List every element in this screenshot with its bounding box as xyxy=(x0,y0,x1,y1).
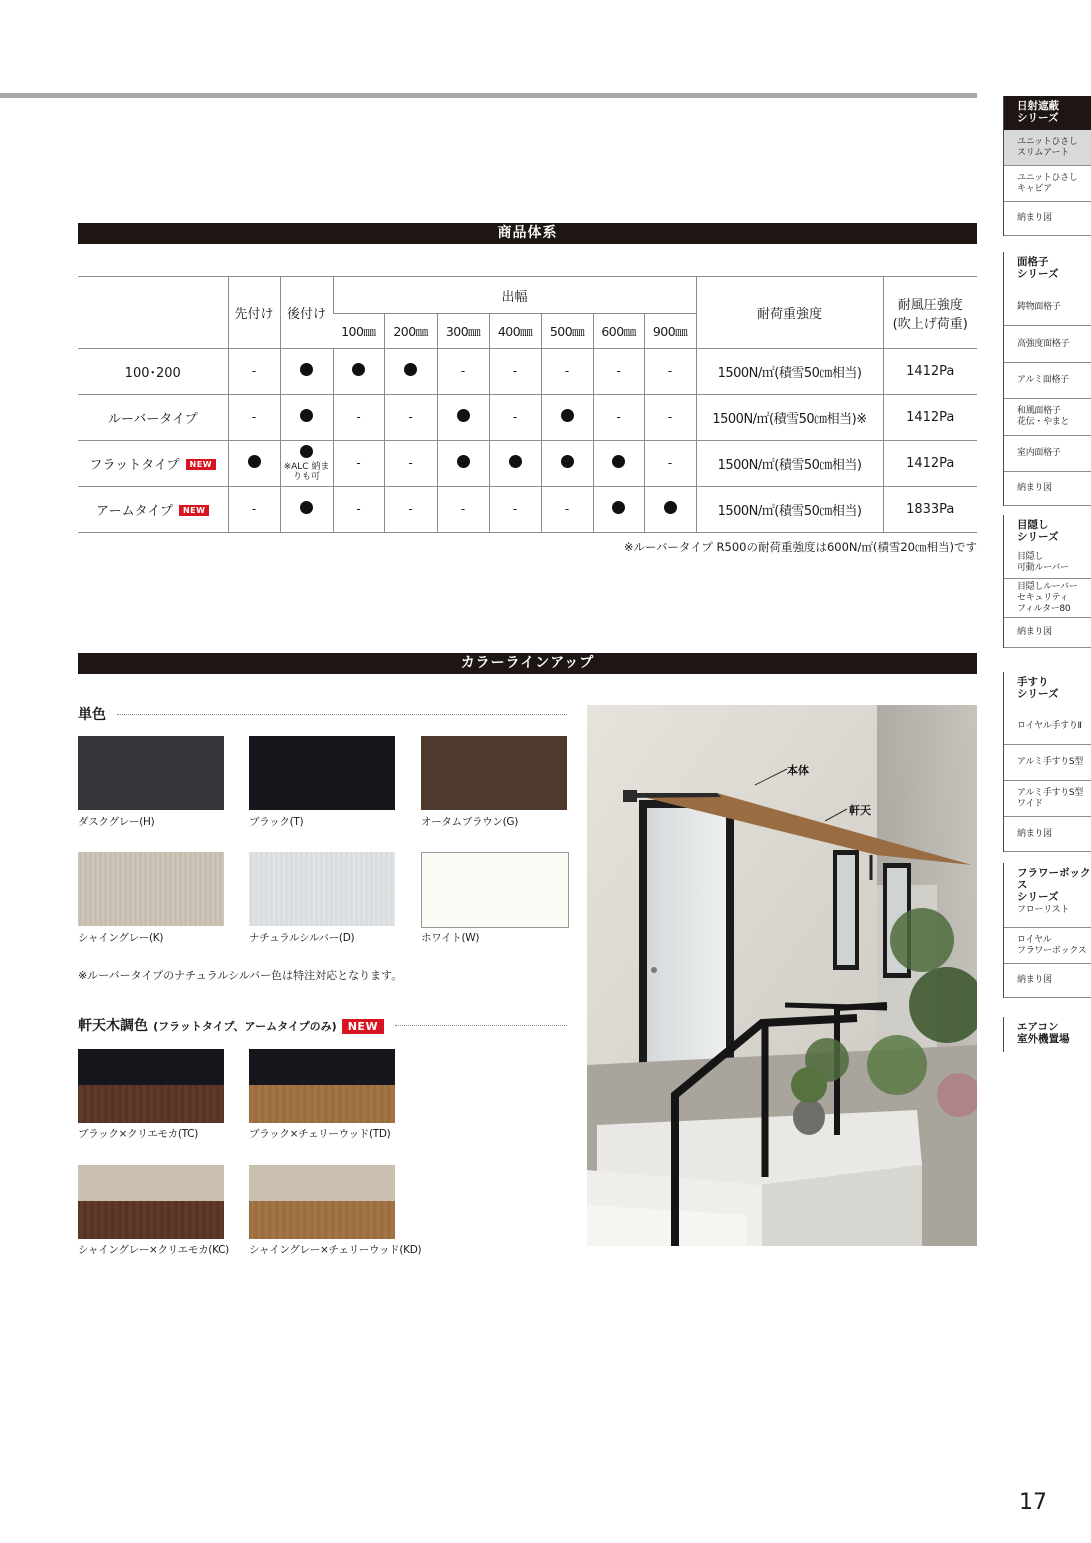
table-row xyxy=(78,395,977,441)
nav-item[interactable] xyxy=(1004,817,1091,852)
header-wind xyxy=(883,277,977,349)
size-cell xyxy=(384,349,437,395)
row-name xyxy=(78,349,228,395)
wind-cell: 1833Pa xyxy=(883,487,977,533)
nav-group-title[interactable] xyxy=(1004,252,1091,289)
nav-item-text xyxy=(1017,339,1069,350)
solid-color-heading: 単色 xyxy=(78,707,106,723)
header-wind-line2: (吹上げ荷重) xyxy=(892,316,968,332)
nav-item-line: セキュリティ xyxy=(1017,592,1069,603)
nav-title-line: 日射遮蔽 xyxy=(1017,100,1059,112)
size-cell xyxy=(593,395,644,441)
size-dot xyxy=(561,455,574,468)
nav-item-text xyxy=(1017,582,1077,615)
nav-item-line: ロイヤル xyxy=(1017,934,1052,945)
top-rule xyxy=(0,93,977,98)
wood-color-heading-row xyxy=(78,1015,384,1035)
row-name xyxy=(78,441,228,487)
table-footnote: ※ルーバータイプ R500の耐荷重強度は600N/㎡(積雪20㎝相当)です xyxy=(623,540,977,554)
nav-item-line: スリムアート xyxy=(1017,147,1069,158)
size-dash: - xyxy=(512,364,518,378)
size-dot xyxy=(561,409,574,422)
size-cell xyxy=(644,487,696,533)
swatch-label: ナチュラルシルバー(D) xyxy=(249,932,355,944)
size-cell xyxy=(333,487,384,533)
swatch-label: ブラック(T) xyxy=(249,816,304,828)
size-cell xyxy=(384,395,437,441)
nav-item-line: ユニットひさし xyxy=(1017,136,1078,147)
wood-color-heading: 軒天木調色 xyxy=(78,1018,148,1034)
size-cell xyxy=(437,441,489,487)
nav-item-text xyxy=(1017,552,1069,574)
nav-item-text xyxy=(1017,137,1078,159)
row-name-text: フラットタイプ xyxy=(89,458,180,473)
wood-color-sub: (フラットタイプ、アームタイプのみ) xyxy=(153,1020,337,1033)
nav-item-text xyxy=(1017,173,1078,195)
nav-item[interactable] xyxy=(1004,781,1091,817)
size-cell xyxy=(384,487,437,533)
nav-item[interactable] xyxy=(1004,436,1091,472)
size-dash: - xyxy=(356,410,361,424)
row-name-text: ルーバータイプ xyxy=(107,412,198,427)
header-wind-line1: 耐風圧強度 xyxy=(897,297,963,313)
size-cell xyxy=(333,349,384,395)
size-dash: - xyxy=(408,502,413,516)
nav-item-text xyxy=(1017,406,1069,428)
post-install-cell xyxy=(280,487,333,533)
swatch-label: シャイングレー×クリエモカ(KC) xyxy=(78,1244,229,1256)
nav-item-line: アルミ手すりS型 xyxy=(1017,757,1083,767)
post-install-cell xyxy=(280,395,333,441)
size-cell xyxy=(437,487,489,533)
wood-swatch-bottom xyxy=(78,1085,224,1123)
swatch-label: ブラック×チェリーウッド(TD) xyxy=(249,1128,391,1140)
pre-install-dash: - xyxy=(251,502,257,516)
wind-cell: 1412Pa xyxy=(883,395,977,441)
swatch-label: シャイングレー×チェリーウッド(KD) xyxy=(249,1244,422,1256)
nav-item-line: 目隠し xyxy=(1017,552,1044,562)
wood-swatch xyxy=(249,1049,395,1123)
swatch-label: ダスクグレー(H) xyxy=(78,816,155,828)
size-dash: - xyxy=(512,502,518,516)
nav-item-text xyxy=(1017,302,1061,313)
size-dash: - xyxy=(408,456,413,470)
size-cell xyxy=(489,395,541,441)
pre-install-dash: - xyxy=(251,410,257,424)
size-dash: - xyxy=(408,410,413,424)
nav-item[interactable] xyxy=(1004,289,1091,326)
pre-install-cell xyxy=(228,349,280,395)
nav-group-title[interactable] xyxy=(1004,672,1091,708)
silver-note: ※ルーバータイプのナチュラルシルバー色は特注対応となります。 xyxy=(78,969,403,982)
size-cell xyxy=(593,349,644,395)
post-install-dot xyxy=(300,409,313,422)
post-install-dot xyxy=(300,363,313,376)
size-dash: - xyxy=(667,410,673,424)
wind-cell: 1412Pa xyxy=(883,349,977,395)
wind-cell: 1412Pa xyxy=(883,441,977,487)
nav-title-line: シリーズ xyxy=(1017,891,1059,903)
header-size: 200㎜ xyxy=(384,314,437,349)
wood-swatch-top xyxy=(249,1165,395,1201)
nav-item-line: 可動ルーバー xyxy=(1017,563,1069,573)
dotted-divider xyxy=(117,714,567,715)
size-dash: - xyxy=(667,364,673,378)
nav-item[interactable] xyxy=(1004,130,1091,166)
new-badge: NEW xyxy=(186,459,216,470)
nav-item-text xyxy=(1017,829,1052,840)
size-dot xyxy=(612,455,625,468)
size-cell xyxy=(333,441,384,487)
nav-title-line: 目隠し xyxy=(1017,519,1049,531)
size-cell xyxy=(644,395,696,441)
size-dash: - xyxy=(616,410,621,424)
load-cell: 1500N/㎡(積雪50㎝相当) xyxy=(696,441,883,487)
nav-item-line: 納まり図 xyxy=(1017,828,1052,839)
nav-item-line: ワイド xyxy=(1017,798,1043,809)
nav-item-line: 和風面格子 xyxy=(1017,406,1061,416)
nav-item[interactable] xyxy=(1004,166,1091,202)
color-swatch xyxy=(249,852,395,926)
label-body: 本体 xyxy=(787,764,809,777)
nav-item[interactable] xyxy=(1004,363,1091,399)
header-load: 耐荷重強度 xyxy=(696,277,883,349)
pre-install-cell xyxy=(228,441,280,487)
dotted-divider xyxy=(395,1025,567,1026)
size-dash: - xyxy=(564,502,570,516)
size-cell xyxy=(644,441,696,487)
nav-title-line: フラワーボックス xyxy=(1017,867,1091,891)
wood-swatch-top xyxy=(78,1049,224,1085)
size-dot xyxy=(352,363,365,376)
color-swatch xyxy=(421,852,569,928)
pre-install-cell xyxy=(228,487,280,533)
nav-item-text xyxy=(1017,935,1087,957)
product-spec-table xyxy=(78,276,977,533)
wood-swatch-bottom xyxy=(249,1085,395,1123)
size-dash: - xyxy=(460,502,466,516)
nav-item-text xyxy=(1017,757,1083,768)
nav-item[interactable] xyxy=(1004,326,1091,363)
post-install-cell xyxy=(280,441,333,487)
load-cell: 1500N/㎡(積雪50㎝相当) xyxy=(696,487,883,533)
nav-group xyxy=(1003,1017,1091,1052)
header-size: 600㎜ xyxy=(593,314,644,349)
nav-group xyxy=(1003,252,1091,506)
nav-group-title[interactable] xyxy=(1004,515,1091,548)
nav-item[interactable] xyxy=(1004,708,1091,745)
new-badge: NEW xyxy=(179,505,209,516)
size-cell xyxy=(437,349,489,395)
nav-item[interactable] xyxy=(1004,745,1091,781)
header-pre-install: 先付け xyxy=(228,277,280,349)
nav-item-line: 鋳物面格子 xyxy=(1017,301,1061,312)
size-dot xyxy=(457,409,470,422)
swatch-label: オータムブラウン(G) xyxy=(421,816,519,828)
nav-item-text xyxy=(1017,721,1082,732)
row-name-text: アームタイプ xyxy=(96,504,173,519)
table-row xyxy=(78,441,977,487)
size-cell xyxy=(384,441,437,487)
wood-swatch xyxy=(249,1165,395,1239)
size-cell xyxy=(489,487,541,533)
color-swatch xyxy=(249,736,395,810)
pre-install-dot xyxy=(248,455,261,468)
wood-swatch xyxy=(78,1049,224,1123)
swatch-label: ブラック×クリエモカ(TC) xyxy=(78,1128,199,1140)
size-dash: - xyxy=(616,364,621,378)
nav-item-line: 花伝・やまと xyxy=(1017,417,1070,427)
nav-item-line: 室内面格子 xyxy=(1017,448,1061,458)
nav-item-line: フラワーボックス xyxy=(1017,945,1087,956)
size-cell xyxy=(541,487,593,533)
row-name xyxy=(78,487,228,533)
wood-swatch-top xyxy=(249,1049,395,1085)
nav-group xyxy=(1003,515,1091,648)
nav-group xyxy=(1003,672,1091,852)
nav-item-line: フローリスト xyxy=(1017,905,1070,915)
nav-item-line: 納まり図 xyxy=(1017,483,1052,493)
size-cell xyxy=(489,349,541,395)
nav-group xyxy=(1003,863,1091,998)
size-dot xyxy=(457,455,470,468)
header-size: 100㎜ xyxy=(333,314,384,349)
nav-group-title[interactable] xyxy=(1004,1017,1091,1052)
size-dash: - xyxy=(356,502,361,516)
color-swatch xyxy=(78,852,224,926)
nav-title-line: シリーズ xyxy=(1017,112,1059,124)
nav-item-line: キャピア xyxy=(1017,183,1052,194)
size-cell xyxy=(644,349,696,395)
size-dash: - xyxy=(667,456,673,470)
post-install-dot xyxy=(300,445,313,458)
header-size: 500㎜ xyxy=(541,314,593,349)
nav-item-text xyxy=(1017,448,1061,459)
nav-item-text xyxy=(1017,788,1083,810)
size-dot xyxy=(509,455,522,468)
nav-item-line: 納まり図 xyxy=(1017,975,1052,985)
page-number: 17 xyxy=(1019,1490,1047,1515)
nav-title-line: シリーズ xyxy=(1017,688,1059,700)
size-dot xyxy=(612,501,625,514)
nav-title-line: シリーズ xyxy=(1017,531,1059,543)
nav-item-line: ユニットひさし xyxy=(1017,172,1078,183)
entrance-illustration xyxy=(587,705,977,1246)
nav-item-line: ロイヤル手すりⅡ xyxy=(1017,720,1082,731)
nav-item[interactable] xyxy=(1004,964,1091,998)
nav-item-text xyxy=(1017,483,1052,494)
header-size: 300㎜ xyxy=(437,314,489,349)
nav-group-title[interactable] xyxy=(1004,96,1091,130)
installation-photo xyxy=(587,705,977,1246)
nav-item-text xyxy=(1017,213,1052,224)
alc-note: ※ALC 納まりも可 xyxy=(283,462,330,482)
size-cell xyxy=(593,441,644,487)
size-cell xyxy=(541,395,593,441)
table-row xyxy=(78,487,977,533)
nav-item-line: 納まり図 xyxy=(1017,627,1052,637)
header-size: 400㎜ xyxy=(489,314,541,349)
new-badge: NEW xyxy=(342,1019,384,1034)
color-swatch xyxy=(421,736,567,810)
size-cell xyxy=(541,349,593,395)
size-dash: - xyxy=(460,364,466,378)
nav-item-text xyxy=(1017,905,1069,916)
header-blank xyxy=(78,277,228,349)
size-dash: - xyxy=(564,364,570,378)
nav-group-title[interactable] xyxy=(1004,863,1091,903)
nav-item-line: アルミ手すりS型 xyxy=(1017,787,1083,798)
nav-item-line: 高強度面格子 xyxy=(1017,338,1070,349)
row-name xyxy=(78,395,228,441)
load-cell: 1500N/㎡(積雪50㎝相当)※ xyxy=(696,395,883,441)
size-dot xyxy=(404,363,417,376)
wood-swatch-bottom xyxy=(249,1201,395,1239)
swatch-label: シャイングレー(K) xyxy=(78,932,164,944)
size-cell xyxy=(333,395,384,441)
nav-item-line: フィルター80 xyxy=(1017,603,1071,614)
header-size: 900㎜ xyxy=(644,314,696,349)
nav-title-line: 手すり xyxy=(1017,676,1049,688)
nav-item-line: アルミ面格子 xyxy=(1017,375,1069,385)
product-lineup-heading: 商品体系 xyxy=(78,223,977,244)
nav-group xyxy=(1003,96,1091,236)
row-name-text: 100･200 xyxy=(124,366,181,381)
nav-item-text xyxy=(1017,627,1052,638)
size-dash: - xyxy=(512,410,518,424)
color-swatch xyxy=(78,736,224,810)
header-post-install: 後付け xyxy=(280,277,333,349)
pre-install-dash: - xyxy=(251,364,257,378)
nav-item[interactable] xyxy=(1004,472,1091,506)
load-cell: 1500N/㎡(積雪50㎝相当) xyxy=(696,349,883,395)
nav-item[interactable] xyxy=(1004,618,1091,648)
color-lineup-heading: カラーラインアップ xyxy=(78,653,977,674)
nav-item-line: 目隠しルーバー xyxy=(1017,581,1078,592)
size-dot xyxy=(664,501,677,514)
swatch-label: ホワイト(W) xyxy=(421,932,480,944)
size-cell xyxy=(489,441,541,487)
size-cell xyxy=(437,395,489,441)
table-row xyxy=(78,349,977,395)
nav-item-line: 納まり図 xyxy=(1017,213,1052,223)
nav-item[interactable] xyxy=(1004,928,1091,964)
nav-title-line: 室外機置場 xyxy=(1017,1033,1070,1045)
size-cell xyxy=(593,487,644,533)
size-cell xyxy=(541,441,593,487)
nav-item[interactable] xyxy=(1004,399,1091,436)
label-soffit: 軒天 xyxy=(849,804,871,817)
nav-item-text xyxy=(1017,975,1052,986)
wood-swatch-bottom xyxy=(78,1201,224,1239)
nav-title-line: シリーズ xyxy=(1017,268,1059,280)
wood-swatch xyxy=(78,1165,224,1239)
nav-item[interactable] xyxy=(1004,579,1091,618)
header-projection: 出幅 xyxy=(333,277,696,314)
wood-swatch-top xyxy=(78,1165,224,1201)
nav-title-line: 面格子 xyxy=(1017,256,1049,268)
nav-item[interactable] xyxy=(1004,202,1091,236)
post-install-dot xyxy=(300,501,313,514)
post-install-cell xyxy=(280,349,333,395)
size-dash: - xyxy=(356,456,361,470)
nav-title-line: エアコン xyxy=(1017,1021,1059,1033)
nav-item-text xyxy=(1017,375,1069,386)
nav-item[interactable] xyxy=(1004,548,1091,579)
pre-install-cell xyxy=(228,395,280,441)
